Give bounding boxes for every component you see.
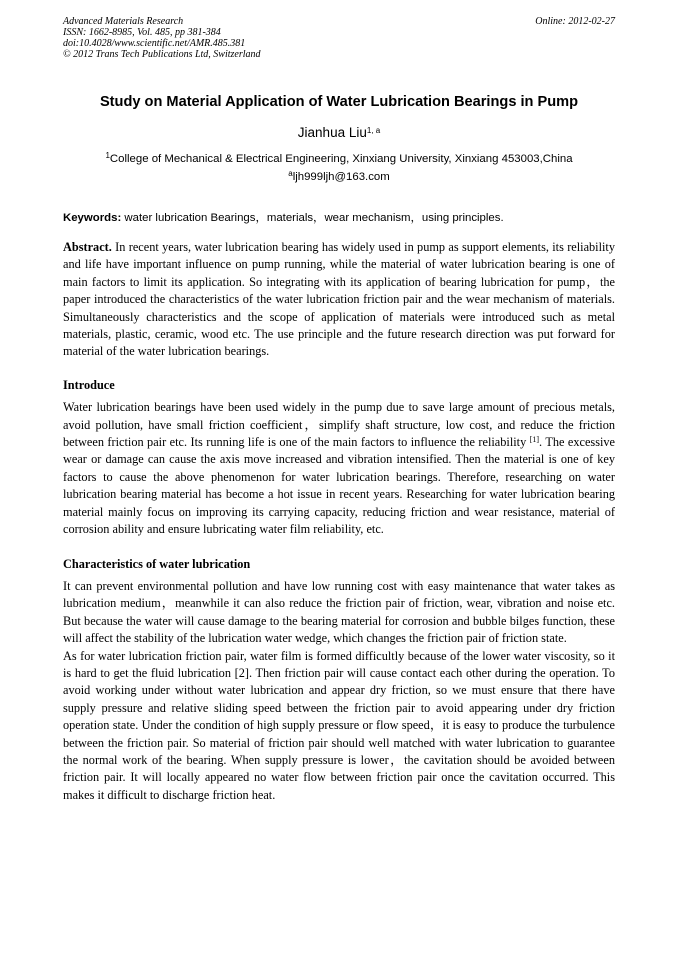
keywords-text: water lubrication Bearings，materials，wear mechanism，using principles. — [121, 212, 504, 224]
introduce-paragraph — [63, 399, 615, 538]
online-date: Online: 2012-02-27 — [535, 16, 615, 27]
introduce-text-part1: Water lubrication bearings have been used widely in the pump due to save large amount of precious metals, avoid pollution, have small friction coefficient，simplify shaft structure, low cost, and reduce the friction between friction pair etc. Its running life is one of the main factors to influence the reliability — [63, 400, 615, 450]
journal-name: Advanced Materials Research — [63, 16, 184, 27]
affiliation-superscript: 1 — [105, 151, 110, 160]
section-heading-characteristics: Characteristics of water lubrication — [63, 556, 251, 571]
affiliation-line — [30, 153, 648, 165]
author-line — [0, 125, 678, 140]
journal-doi: doi:10.4028/www.scientific.net/AMR.485.381 — [63, 38, 246, 49]
abstract-text: In recent years, water lubrication bearing has widely used in pump as support elements, its reliability and life have important influence on pump running, while the material of water lubrication bearing is one of main factors to limit its application. So integrating with its application of bearing lubrication for pump，the paper introduced the characteristics of the water lubrication friction pair and the wear mechanism of materials. Simultaneously characteristics and the scope of application of materials were introduced such as metal materials, plastic, ceramic, wood etc. The use principle and the future research direction was put forward for material of the water lubrication bearings. — [63, 240, 615, 359]
author-name: Jianhua Liu — [297, 125, 367, 140]
abstract — [63, 239, 615, 361]
author-superscript: 1, a — [366, 126, 381, 135]
email-line — [0, 171, 678, 183]
introduce-text-part2: . The excessive wear or damage can cause the axis move increased and vibration intensified. Then the material is one of key factors to cause the above phenomenon for water lubrication bearings. Therefore, researching on water lubrication bearing material has become a hot issue in recent years. Researching for water lubrication bearing material mainly focus on improving its carrying capacity, reducing friction and wear resistance, material of corrosion ability and ensure lubricating water film reliability, etc. — [63, 435, 616, 537]
keywords — [63, 209, 615, 225]
email-address[interactable]: ljh999ljh@163.com — [292, 171, 390, 183]
keywords-label: Keywords: — [63, 212, 122, 224]
paper-body — [63, 239, 615, 804]
journal-issn: ISSN: 1662-8985, Vol. 485, pp 381-384 — [63, 27, 221, 38]
journal-copyright: © 2012 Trans Tech Publications Ltd, Switzerland — [63, 49, 261, 60]
characteristics-paragraph-2: As for water lubrication friction pair, water film is formed difficultly because of the lower water viscosity, so it is hard to get the fluid lubrication [2]. Then friction pair will cause contact each other during the operation. To avoid working under without water lubrication and appear dry friction, so we must ensure that there have supply pressure and relative sliding speed between the friction pair to avoid appearing under dry friction operation state. Under the condition of high supply pressure or flow speed，it is easy to produce the turbulence between the friction pair. So material of friction pair should well matched with water lubrication to guarantee the normal work of the bearing. When supply pressure is lower，the cavitation should be avoided between friction pair. It will locally appeared no water flow between friction pair once the cavitation occurred. This makes it difficult to discharge friction heat. — [63, 648, 615, 802]
abstract-label: Abstract. — [63, 240, 112, 254]
citation-ref-1: [1] — [529, 435, 540, 445]
section-heading-introduce: Introduce — [63, 377, 115, 392]
paper-title: Study on Material Application of Water Lubrication Bearings in Pump — [99, 94, 579, 110]
email-superscript: a — [288, 169, 293, 178]
journal-header — [63, 16, 261, 60]
affiliation-text: College of Mechanical & Electrical Engineering, Xinxiang University, Xinxiang 453003,China — [109, 153, 573, 165]
characteristics-paragraph-1: It can prevent environmental pollution and have low running cost with easy maintenance that water takes as lubrication medium，meanwhile it can also reduce the friction pair of friction, wear, vibration and noise etc. But because the water will cause damage to the bearing material for corrosion and bubble bilges function, these will affect the stability of the lubrication water wedge, which changes the friction pair of friction state. — [63, 578, 615, 646]
